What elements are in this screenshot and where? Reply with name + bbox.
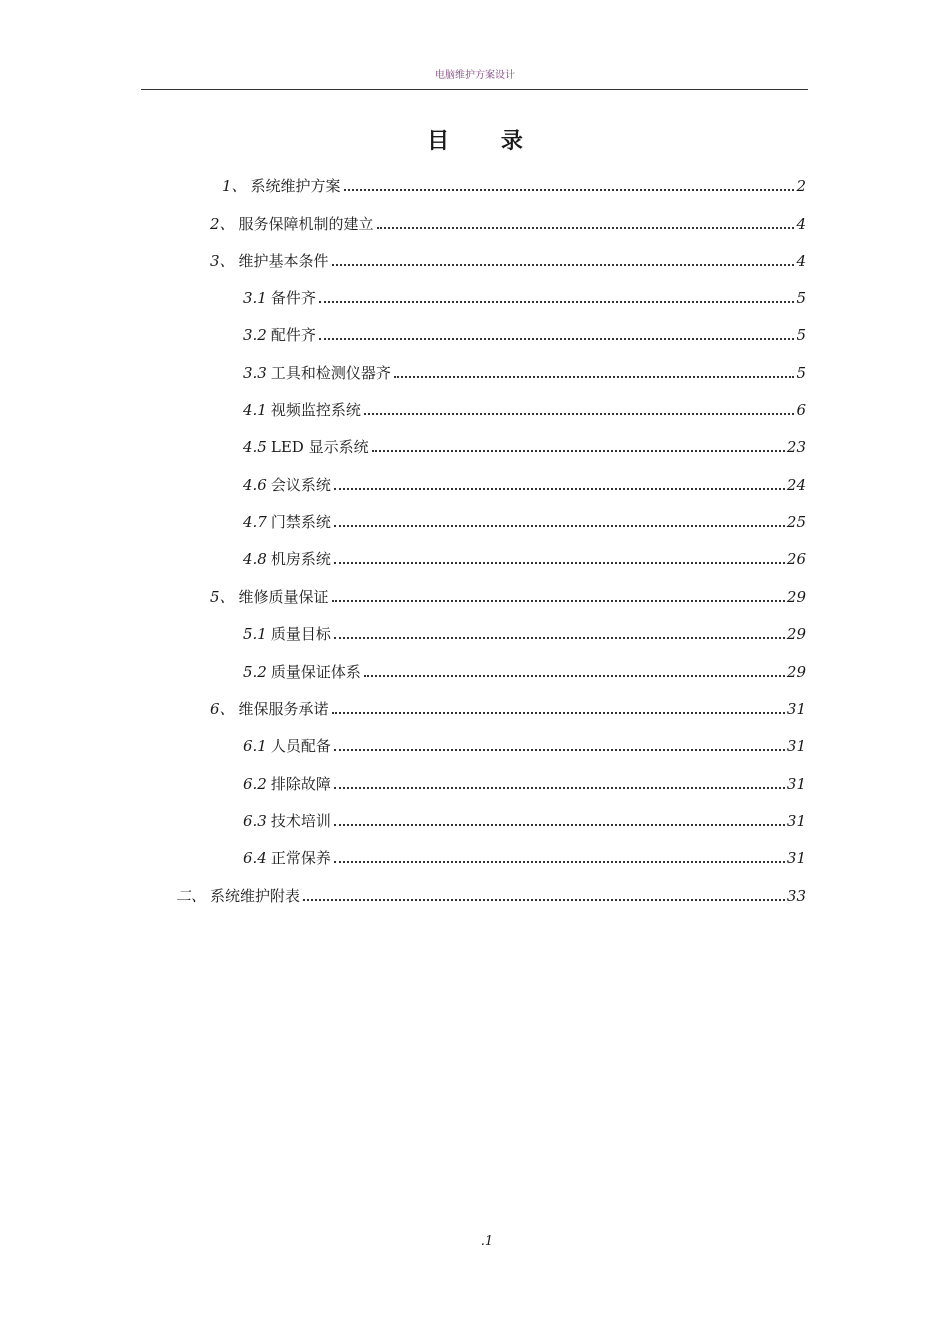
toc-dot-leader (334, 749, 785, 751)
toc-dot-leader (334, 787, 785, 789)
toc-entry-number: 3、 (210, 252, 235, 270)
toc-dot-leader (334, 525, 785, 527)
toc-entry-label: 配件齐 (270, 326, 316, 344)
toc-entry-label: 服务保障机制的建立 (238, 215, 374, 233)
toc-entry-page: 29 (786, 588, 806, 606)
toc-entry-number: 6、 (210, 700, 235, 718)
toc-entry-label: 技术培训 (270, 812, 331, 830)
toc-entry-page: 26 (786, 550, 806, 568)
toc-entry-page: 29 (786, 663, 806, 681)
toc-entry-number: 5、 (210, 588, 235, 606)
toc-entry-label: 系统维护方案 (250, 177, 341, 195)
toc-entry[interactable] (210, 583, 806, 607)
toc-dot-leader (334, 824, 785, 826)
toc-entry-number: 6.2 (243, 775, 267, 793)
toc-entry-number: 4.6 (243, 476, 267, 494)
toc-entry[interactable] (222, 172, 806, 196)
toc-entry-label: 机房系统 (270, 550, 331, 568)
toc-entry-number: 3.2 (243, 326, 267, 344)
toc-entry-page: 31 (786, 737, 806, 755)
toc-entry-page: 2 (796, 177, 806, 195)
toc-entry-number: 4.1 (243, 401, 267, 419)
toc-entry-number: 5.1 (243, 625, 267, 643)
toc-title: 目 录 (427, 128, 545, 154)
toc-dot-leader (344, 189, 795, 191)
toc-entry-number: 4.5 (243, 438, 267, 456)
toc-dot-leader (334, 637, 785, 639)
toc-entry-page: 31 (786, 812, 806, 830)
toc-dot-leader (372, 450, 785, 452)
toc-entry[interactable] (243, 732, 806, 756)
toc-entry[interactable] (243, 471, 806, 495)
toc-dot-leader (332, 264, 795, 266)
toc-dot-leader (364, 675, 785, 677)
toc-entry-label: 工具和检测仪器齐 (270, 364, 391, 382)
toc-entry-number: 4.7 (243, 513, 267, 531)
toc-entry-label: 正常保养 (270, 849, 331, 867)
toc-entry-label: 视频监控系统 (270, 401, 361, 419)
toc-entry-number: 6.3 (243, 812, 267, 830)
toc-entry[interactable] (243, 658, 806, 682)
toc-entry-page: 33 (786, 887, 806, 905)
toc-entry-number: 1、 (222, 177, 247, 195)
toc-entry[interactable] (243, 770, 806, 794)
toc-entry-page: 24 (786, 476, 806, 494)
toc-entry-page: 5 (796, 364, 806, 382)
toc-entry[interactable] (243, 620, 806, 644)
toc-entry-label: 排除故障 (270, 775, 331, 793)
toc-dot-leader (319, 301, 795, 303)
toc-entry[interactable] (210, 247, 806, 271)
toc-entry-page: 31 (786, 775, 806, 793)
toc-entry-number: 3.1 (243, 289, 267, 307)
toc-entry-label: LED 显示系统 (270, 438, 369, 456)
toc-entry-label: 维保服务承诺 (238, 700, 329, 718)
toc-entry-page: 5 (796, 326, 806, 344)
toc-entry[interactable] (243, 807, 806, 831)
toc-entry-label: 系统维护附表 (210, 887, 301, 905)
toc-dot-leader (319, 338, 795, 340)
toc-dot-leader (394, 376, 795, 378)
toc-entry-label: 质量保证体系 (270, 663, 361, 681)
toc-entry-number: 2、 (210, 215, 235, 233)
toc-entry-label: 门禁系统 (270, 513, 331, 531)
toc-dot-leader (334, 562, 785, 564)
toc-entry-page: 5 (796, 289, 806, 307)
toc-dot-leader (377, 227, 795, 229)
toc-entry-number: 6.4 (243, 849, 267, 867)
toc-entry-page: 6 (796, 401, 806, 419)
toc-entry[interactable] (243, 359, 806, 383)
page-number: .1 (480, 1234, 494, 1249)
toc-entry-number: 3.3 (243, 364, 267, 382)
toc-entry-page: 4 (796, 252, 806, 270)
toc-entry-page: 29 (786, 625, 806, 643)
toc-entry-label: 维护基本条件 (238, 252, 329, 270)
toc-entry[interactable] (243, 844, 806, 868)
toc-dot-leader (364, 413, 795, 415)
toc-entry-number: 5.2 (243, 663, 267, 681)
toc-dot-leader (303, 899, 785, 901)
toc-entry[interactable] (176, 882, 806, 906)
toc-entry[interactable] (243, 545, 806, 569)
toc-entry-number: 4.8 (243, 550, 267, 568)
toc-entry-number: 二、 (176, 887, 207, 905)
toc-entry[interactable] (243, 321, 806, 345)
toc-entry-label: 备件齐 (270, 289, 316, 307)
toc-entry-label: 会议系统 (270, 476, 331, 494)
page-header-title: 电脑维护方案设计 (435, 70, 515, 81)
toc-entry[interactable] (210, 210, 806, 234)
toc-entry-label: 质量目标 (270, 625, 331, 643)
toc-entry[interactable] (243, 433, 806, 457)
toc-entry-number: 6.1 (243, 737, 267, 755)
toc-dot-leader (332, 600, 785, 602)
toc-entry-label: 维修质量保证 (238, 588, 329, 606)
toc-entry-page: 25 (786, 513, 806, 531)
toc-entry-page: 31 (786, 700, 806, 718)
toc-entry[interactable] (243, 396, 806, 420)
toc-dot-leader (334, 488, 785, 490)
toc-entry-label: 人员配备 (270, 737, 331, 755)
toc-dot-leader (332, 712, 785, 714)
toc-entry[interactable] (243, 284, 806, 308)
toc-entry-page: 4 (796, 215, 806, 233)
toc-entry[interactable] (243, 508, 806, 532)
toc-entry[interactable] (210, 695, 806, 719)
toc-entry-page: 31 (786, 849, 806, 867)
toc-entry-page: 23 (786, 438, 806, 456)
toc-dot-leader (334, 861, 785, 863)
